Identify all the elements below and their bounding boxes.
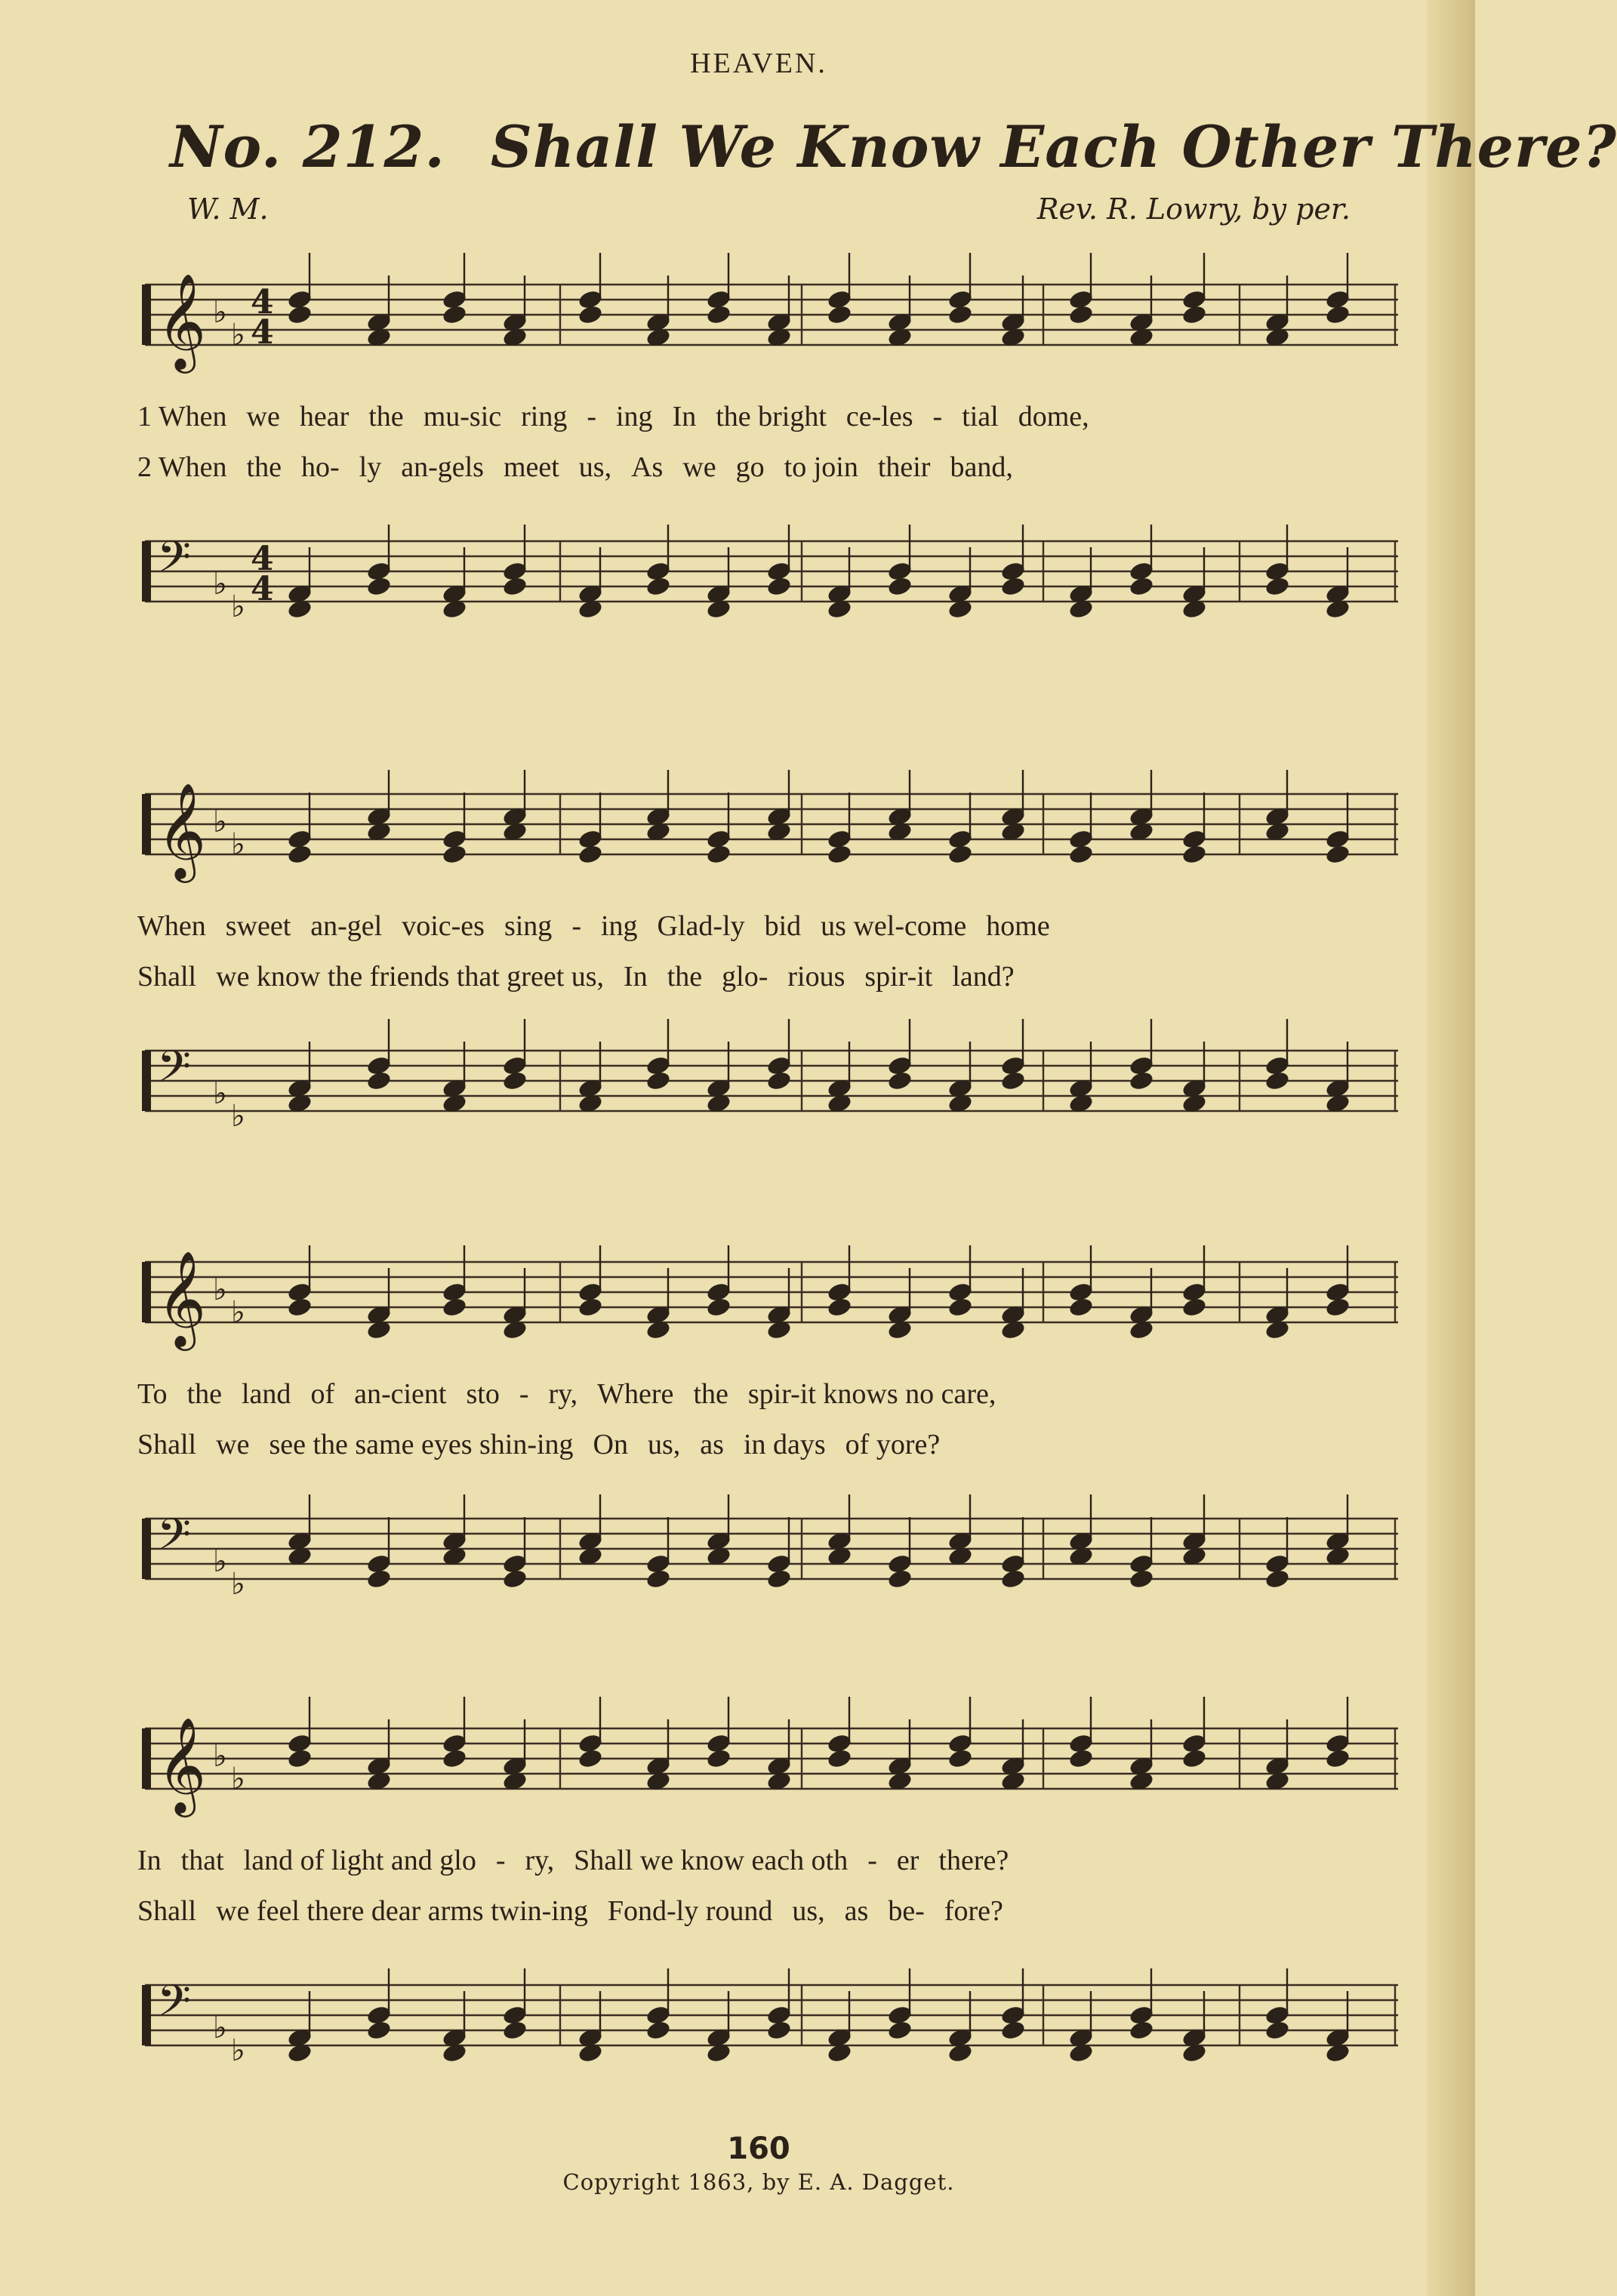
flat-icon: ♭ [231, 1762, 245, 1796]
bass-staff [137, 1026, 1406, 1140]
lyric-syllable: us wel-come [821, 910, 967, 942]
lyricist-credit: W. M. [187, 192, 269, 226]
note-head [365, 1070, 392, 1091]
note-head [645, 2019, 671, 2041]
note-head [1128, 1070, 1154, 1091]
verse1-line [137, 1844, 1406, 1877]
note-head [577, 303, 603, 325]
note-head [501, 575, 528, 597]
lyric-syllable: hear [299, 401, 350, 432]
note-head [999, 1568, 1026, 1590]
lyric-syllable: mu-sic [423, 401, 502, 432]
note-head [886, 575, 913, 597]
music-system-2 [137, 770, 1406, 1134]
treble-clef-icon: 𝄞 [157, 1250, 207, 1347]
lyric-syllable: the [246, 451, 282, 483]
note-head [1128, 2019, 1154, 2041]
lyric-syllable: ho- [300, 451, 340, 483]
lyric-syllable: band, [950, 451, 1013, 483]
lyric-syllable: of yore? [845, 1429, 941, 1460]
note-head [886, 1568, 913, 1590]
note-head [1067, 1296, 1094, 1318]
bass-staff [137, 517, 1406, 630]
page-edge [1427, 0, 1475, 2296]
lyric-syllable: the [667, 961, 703, 993]
treble-staff [137, 1704, 1406, 1817]
lyric-syllable: - [495, 1845, 506, 1876]
note-head [886, 2019, 913, 2041]
flat-icon: ♭ [213, 1076, 227, 1111]
lyric-syllable: as [700, 1429, 724, 1460]
note-head [947, 1296, 973, 1318]
note-head [765, 575, 792, 597]
music-system-3 [137, 1238, 1406, 1602]
note-head [441, 303, 467, 325]
flat-icon: ♭ [231, 827, 245, 862]
treble-staff [137, 260, 1406, 374]
lyric-syllable: When [137, 910, 206, 942]
lyric-syllable: in days [743, 1429, 826, 1460]
lyric-syllable: spir-it knows no care, [747, 1378, 996, 1410]
music-system-4 [137, 1704, 1406, 2068]
flat-icon: ♭ [231, 1099, 245, 1134]
flat-icon: ♭ [231, 1295, 245, 1330]
note-head [1264, 575, 1290, 597]
note-head [441, 1747, 467, 1769]
lyric-syllable: we feel there dear arms twin-ing [216, 1895, 588, 1927]
note-head [577, 1296, 603, 1318]
note-head [1324, 1747, 1351, 1769]
note-head [886, 1070, 913, 1091]
flat-icon: ♭ [213, 567, 227, 602]
lyric-syllable: go [735, 451, 765, 483]
bass-clef-icon: 𝄢 [157, 1975, 192, 2037]
lyric-syllable: their [877, 451, 931, 483]
note-head [441, 843, 467, 865]
note-head [826, 1747, 852, 1769]
note-head [286, 843, 313, 865]
lyric-syllable: ring [521, 401, 568, 432]
music-system-1 [137, 260, 1406, 624]
treble-clef-icon: 𝄞 [157, 782, 207, 879]
note-head [645, 1070, 671, 1091]
note-head [947, 303, 973, 325]
flat-icon: ♭ [213, 2011, 227, 2045]
lyric-syllable: the [693, 1378, 728, 1410]
lyric-syllable: land? [952, 961, 1015, 993]
lyric-syllable: fore? [944, 1895, 1003, 1927]
note-head [1128, 575, 1154, 597]
note-head [999, 2019, 1026, 2041]
lyric-syllable: we know the friends that greet us, [216, 961, 605, 993]
time-signature: 4 [251, 570, 274, 608]
verse2-line [137, 960, 1406, 993]
lyric-syllable: the [368, 401, 404, 432]
lyric-syllable: - [932, 401, 943, 432]
lyric-syllable: As [631, 451, 664, 483]
section-heading: HEAVEN. [690, 48, 827, 79]
lyric-syllable: us, [578, 451, 612, 483]
lyric-syllable: we [216, 1429, 250, 1460]
lyric-syllable: sto [466, 1378, 500, 1410]
note-head [365, 2019, 392, 2041]
verse2-line [137, 451, 1406, 484]
flat-icon: ♭ [231, 318, 245, 352]
time-signature: 4 [251, 540, 274, 578]
lyric-syllable: ing [600, 910, 638, 942]
note-head [705, 303, 732, 325]
lyric-syllable: glo- [722, 961, 768, 993]
note-head [826, 843, 852, 865]
bass-clef-icon: 𝄢 [157, 531, 192, 593]
bass-staff [137, 1494, 1406, 1608]
lyric-syllable: In [624, 961, 648, 993]
lyric-syllable: On [593, 1429, 628, 1460]
composer-credit: Rev. R. Lowry, by per. [1036, 192, 1351, 226]
lyric-syllable: Shall we know each oth [574, 1845, 849, 1876]
note-head [826, 1296, 852, 1318]
lyric-syllable: we [246, 401, 280, 432]
note-head [1264, 1568, 1290, 1590]
time-signature: 4 [251, 283, 274, 322]
note-head [1181, 1296, 1207, 1318]
note-head [1264, 2019, 1290, 2041]
note-head [1264, 1070, 1290, 1091]
flat-icon: ♭ [213, 1739, 227, 1774]
lyric-syllable: bid [764, 910, 802, 942]
note-head [1181, 1747, 1207, 1769]
lyric-syllable: us, [792, 1895, 825, 1927]
copyright-notice: Copyright 1863, by E. A. Dagget. [562, 2169, 955, 2195]
note-head [286, 1747, 313, 1769]
note-head [501, 1568, 528, 1590]
lyric-syllable: sweet [225, 910, 291, 942]
page-number: 160 [727, 2131, 790, 2166]
verse1-line [137, 400, 1406, 433]
treble-clef-icon: 𝄞 [157, 1716, 207, 1813]
lyric-syllable: an-cient [354, 1378, 447, 1410]
treble-clef-icon: 𝄞 [157, 272, 207, 369]
lyric-syllable: the bright [716, 401, 827, 432]
lyric-syllable: be- [888, 1895, 925, 1927]
lyric-syllable: voic-es [402, 910, 485, 942]
lyric-syllable: In [137, 1845, 162, 1876]
flat-icon: ♭ [213, 805, 227, 839]
note-head [501, 2019, 528, 2041]
note-head [705, 843, 732, 865]
note-head [1067, 303, 1094, 325]
note-head [765, 1070, 792, 1091]
hymn-number: No. 212. [170, 113, 445, 180]
verse2-line [137, 1894, 1406, 1928]
flat-icon: ♭ [231, 589, 245, 624]
lyric-syllable: Shall [137, 961, 197, 993]
note-head [645, 575, 671, 597]
lyric-syllable: To [137, 1378, 168, 1410]
hymn-title [170, 113, 1617, 180]
note-head [826, 303, 852, 325]
lyric-syllable: 2 When [137, 451, 227, 483]
lyric-syllable: tial [962, 401, 999, 432]
note-head [1324, 303, 1351, 325]
lyric-syllable: sing [504, 910, 553, 942]
bass-clef-icon: 𝄢 [157, 1509, 192, 1571]
lyric-syllable: Fond-ly round [607, 1895, 773, 1927]
lyric-syllable: land [242, 1378, 291, 1410]
lyric-syllable: that [180, 1845, 224, 1876]
note-head [947, 1747, 973, 1769]
lyric-syllable: ly [359, 451, 382, 483]
flat-icon: ♭ [231, 1567, 245, 1602]
note-head [365, 575, 392, 597]
lyric-syllable: Shall [137, 1895, 197, 1927]
lyric-syllable: dome, [1018, 401, 1089, 432]
lyric-syllable: - [519, 1378, 529, 1410]
lyric-syllable: Shall [137, 1429, 197, 1460]
lyric-syllable: land of light and glo [243, 1845, 476, 1876]
bass-staff [137, 1961, 1406, 2074]
lyric-syllable: - [587, 401, 596, 432]
lyric-syllable: we [682, 451, 716, 483]
verse1-line [137, 1377, 1406, 1411]
verse2-line [137, 1428, 1406, 1461]
verse1-line [137, 909, 1406, 943]
lyric-syllable: - [571, 910, 581, 942]
lyric-syllable: there? [938, 1845, 1009, 1876]
lyric-syllable: the [186, 1378, 222, 1410]
lyric-syllable: an-gels [401, 451, 484, 483]
note-head [947, 843, 973, 865]
note-head [1324, 843, 1351, 865]
flat-icon: ♭ [213, 295, 227, 330]
lyric-syllable: Glad-ly [657, 910, 745, 942]
treble-staff [137, 1238, 1406, 1351]
lyric-syllable: Where [597, 1378, 674, 1410]
note-head [286, 1296, 313, 1318]
lyric-syllable: home [986, 910, 1050, 942]
note-head [999, 575, 1026, 597]
note-head [1128, 1568, 1154, 1590]
lyric-syllable: an-gel [310, 910, 383, 942]
lyric-syllable: er [896, 1845, 919, 1876]
note-head [765, 2019, 792, 2041]
note-head [1067, 1747, 1094, 1769]
lyric-syllable: meet [503, 451, 559, 483]
note-head [365, 1568, 392, 1590]
note-head [765, 1568, 792, 1590]
hymn-title-text: Shall We Know Each Other There? [490, 113, 1617, 180]
note-head [501, 1070, 528, 1091]
lyric-syllable: of [310, 1378, 335, 1410]
note-head [1324, 1296, 1351, 1318]
lyric-syllable: as [844, 1895, 869, 1927]
lyric-syllable: ce-les [845, 401, 913, 432]
note-head [286, 303, 313, 325]
flat-icon: ♭ [213, 1273, 227, 1307]
flat-icon: ♭ [231, 2033, 245, 2068]
note-head [705, 1747, 732, 1769]
note-head [1067, 843, 1094, 865]
lyric-syllable: - [867, 1845, 877, 1876]
lyric-syllable: to join [784, 451, 858, 483]
lyric-syllable: ry, [525, 1845, 555, 1876]
note-head [999, 1070, 1026, 1091]
note-head [441, 1296, 467, 1318]
treble-staff [137, 770, 1406, 883]
lyric-syllable: ry, [548, 1378, 578, 1410]
lyric-syllable: us, [648, 1429, 681, 1460]
note-head [705, 1296, 732, 1318]
lyric-syllable: In [672, 401, 697, 432]
note-head [1181, 303, 1207, 325]
bass-clef-icon: 𝄢 [157, 1041, 192, 1103]
note-head [577, 1747, 603, 1769]
flat-icon: ♭ [213, 1544, 227, 1579]
lyric-syllable: spir-it [864, 961, 933, 993]
lyric-syllable: 1 When [137, 401, 227, 432]
lyric-syllable: ing [616, 401, 653, 432]
lyric-syllable: rious [787, 961, 845, 993]
time-signature: 4 [251, 313, 274, 352]
note-head [577, 843, 603, 865]
lyric-syllable: see the same eyes shin-ing [269, 1429, 574, 1460]
note-head [1181, 843, 1207, 865]
note-head [645, 1568, 671, 1590]
